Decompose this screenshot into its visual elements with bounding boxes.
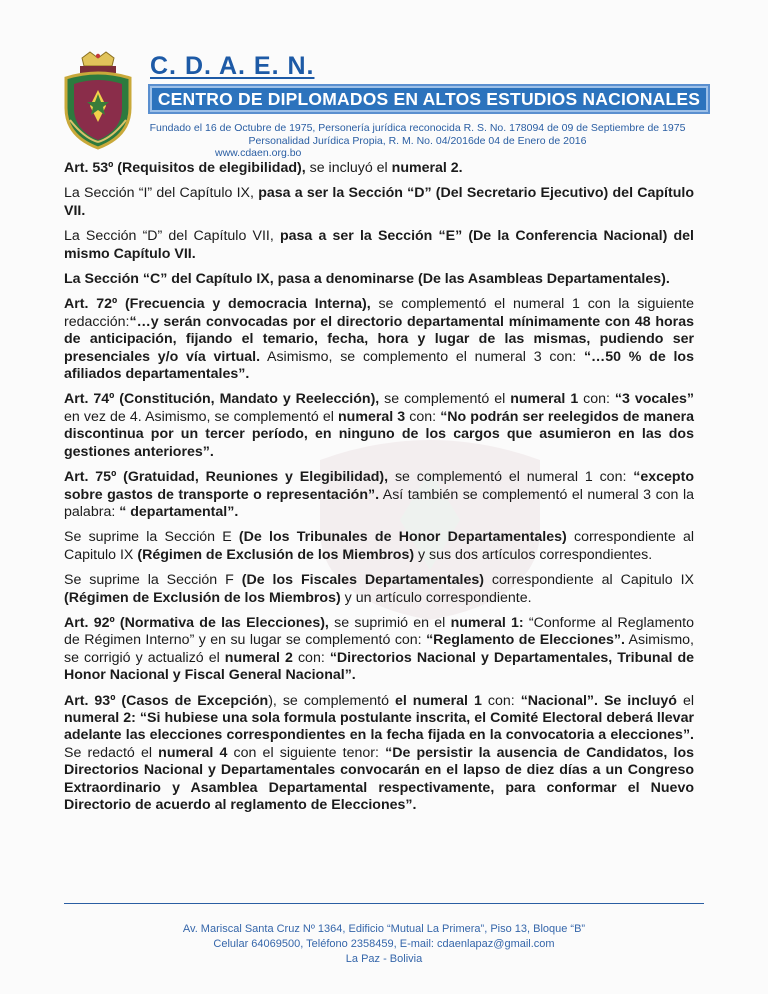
text-run: se complementó el numeral 1 con la siguiente redacción: (64, 296, 694, 330)
text-run: en vez de 4. Asimismo, se complementó el (64, 408, 339, 425)
text-run: se suprimió en el (328, 614, 451, 631)
text-run: Así también se complementó el numeral 3 con la palabra: (64, 486, 694, 520)
text-run: el (676, 692, 694, 709)
text-run: con: (405, 408, 441, 425)
bold-text: “excepto sobre gastos de transporte o representación”. (64, 469, 694, 503)
text-run: “Conforme al Reglamento de Régimen Interno” y en su lugar se complementó con: (64, 614, 695, 649)
text-run: Se suprime la Sección E (64, 529, 239, 546)
body-paragraph (64, 271, 694, 288)
foundation-info (135, 122, 700, 148)
text-run: con el siguiente tenor: (227, 744, 386, 761)
text-run: con: (578, 391, 615, 408)
text-run: con: (292, 649, 330, 666)
bold-text: “…50 % de los afiliados departamentales”. (64, 348, 694, 383)
bold-text: (Régimen de Exclusión de los Miembros) (137, 546, 415, 563)
bold-text: Art. 93º (Casos de Excepción (64, 692, 269, 709)
body-paragraph (64, 391, 694, 461)
bold-text: numeral 3 (338, 408, 406, 425)
text-run: se complementó el (379, 391, 511, 408)
body-paragraph (64, 529, 694, 564)
bold-text: pasa a ser la Sección “E” (De la Conferencia Nacional) del mismo Capítulo VII. (64, 228, 694, 262)
text-run: Se redactó el (64, 744, 159, 761)
body-paragraph (64, 693, 694, 815)
bold-text: Art. 74º (Constitución, Mandato y Reelección), (64, 391, 380, 408)
text-run: con: (481, 692, 521, 709)
org-acronym: C. D. A. E. N. (150, 52, 315, 80)
footer-contact (64, 922, 704, 967)
bold-text: numeral 2 (224, 649, 293, 666)
footer-city: La Paz - Bolivia (345, 953, 423, 965)
footer-divider (64, 903, 704, 904)
website-link[interactable]: www.cdaen.org.bo (215, 147, 302, 159)
body-paragraph (64, 228, 694, 263)
footer-phone-email: Celular 64069500, Teléfono 2358459, E-mail: cdaenlapaz@gmail.com (213, 938, 555, 950)
bold-text: “…y serán convocadas por el directorio departamental mínimamente con 48 horas de anticipación, fijando el temario, fecha, hora y lugar de las mismas, pudiendo ser presenciales y/o vía virtual. (64, 313, 694, 365)
text-run: La Sección “D” del Capítulo VII, (64, 228, 280, 245)
body-paragraph (64, 469, 694, 521)
bold-text: numeral 4 (158, 744, 228, 761)
bold-text: “No podrán ser reelegidos de manera discontinua por un tercer período, en ninguno de los cargos que asumieron en las dos gestiones anteriores”. (64, 408, 695, 460)
org-full-name-banner (148, 84, 710, 114)
text-run: y un artículo correspondiente. (340, 589, 532, 606)
foundation-line: Fundado el 16 de Octubre de 1975, Personería jurídica reconocida R. S. No. 178094 de 09 de Septiembre de 1975 (149, 122, 686, 134)
bold-text: (De los Tribunales de Honor Departamentales) (238, 529, 567, 546)
bold-text: (De los Fiscales Departamentales) (241, 572, 484, 589)
text-run: correspondiente al Capitulo IX (483, 572, 695, 589)
text-run: Asimismo, se complemento el numeral 3 con: (260, 348, 584, 365)
bold-text: “De persistir la ausencia de Candidatos, los Directorios Nacional y Departamentales convocarán en el lapso de diez días a un Congreso Extraordinario y Asamblea Departamental respectivamente, para conformar el Nuevo Directorio de acuerdo al reglamento de Elecciones”. (64, 744, 694, 813)
bold-text: “ departamental”. (119, 503, 239, 520)
text-run: se incluyó el (305, 160, 392, 176)
document-body (64, 160, 694, 822)
bold-text: Se incluyó (603, 692, 677, 709)
bold-text: numeral 1 (510, 391, 579, 408)
bold-text: Art. 75º (Gratuidad, Reuniones y Elegibilidad), (64, 469, 389, 486)
body-paragraph (64, 296, 694, 383)
bold-text: “3 vocales” (614, 391, 694, 408)
footer-address: Av. Mariscal Santa Cruz Nº 1364, Edificio “Mutual La Primera”, Piso 13, Bloque “B” (182, 923, 586, 935)
bold-text: numeral 2: “Si hubiese una sola formula postulante inscrita, el Comité Electoral deberá llevar adelante las elecciones correspondientes en la fecha fijada en la convocatoria a elecciones”. (64, 709, 694, 744)
bold-text: Art. 92º (Normativa de las Elecciones), (64, 614, 329, 631)
bold-text: Art. 72º (Frecuencia y democracia Interna), (64, 296, 371, 313)
bold-text: La Sección “C” del Capítulo IX, pasa a denominarse (De las Asambleas Departamentales). (64, 271, 670, 288)
legal-status-line: Personalidad Jurídica Propia, R. M. No. 04/2016de 04 de Enero de 2016 (248, 135, 587, 147)
text-run: Se suprime la Sección F (64, 572, 242, 589)
bold-text: el numeral 1 (394, 692, 482, 709)
org-full-name: CENTRO DE DIPLOMADOS EN ALTOS ESTUDIOS NACIONALES (157, 89, 701, 109)
body-paragraph (64, 572, 694, 607)
bold-text: numeral 2. (391, 160, 463, 176)
body-paragraph (64, 185, 694, 220)
text-run: se complementó el numeral 1 con: (388, 469, 634, 486)
body-paragraph (64, 160, 694, 177)
cdaen-shield-logo (60, 50, 136, 150)
bold-text: Art. 53º (Requisitos de elegibilidad), (64, 160, 306, 176)
text-run: La Sección “I” del Capítulo IX, (64, 185, 259, 202)
text-run: y sus dos artículos correspondientes. (414, 546, 653, 563)
bold-text: “Reglamento de Elecciones”. (426, 632, 625, 649)
bold-text: “Nacional”. (520, 692, 598, 709)
text-run: Asimismo, se corrigió y actualizó el (64, 632, 694, 666)
text-run: correspondiente al Capitulo IX (64, 529, 694, 563)
bold-text: (Régimen de Exclusión de los Miembros) (64, 589, 341, 606)
bold-text: “Directorios Nacional y Departamentales, Tribunal de Honor Nacional y Fiscal General Nacional”. (64, 649, 695, 684)
text-run: ), se complementó (268, 692, 395, 709)
bold-text: numeral 1: (450, 614, 524, 631)
body-paragraph (64, 615, 694, 685)
bold-text: pasa a ser la Sección “D” (Del Secretario Ejecutivo) del Capítulo VII. (64, 185, 694, 219)
